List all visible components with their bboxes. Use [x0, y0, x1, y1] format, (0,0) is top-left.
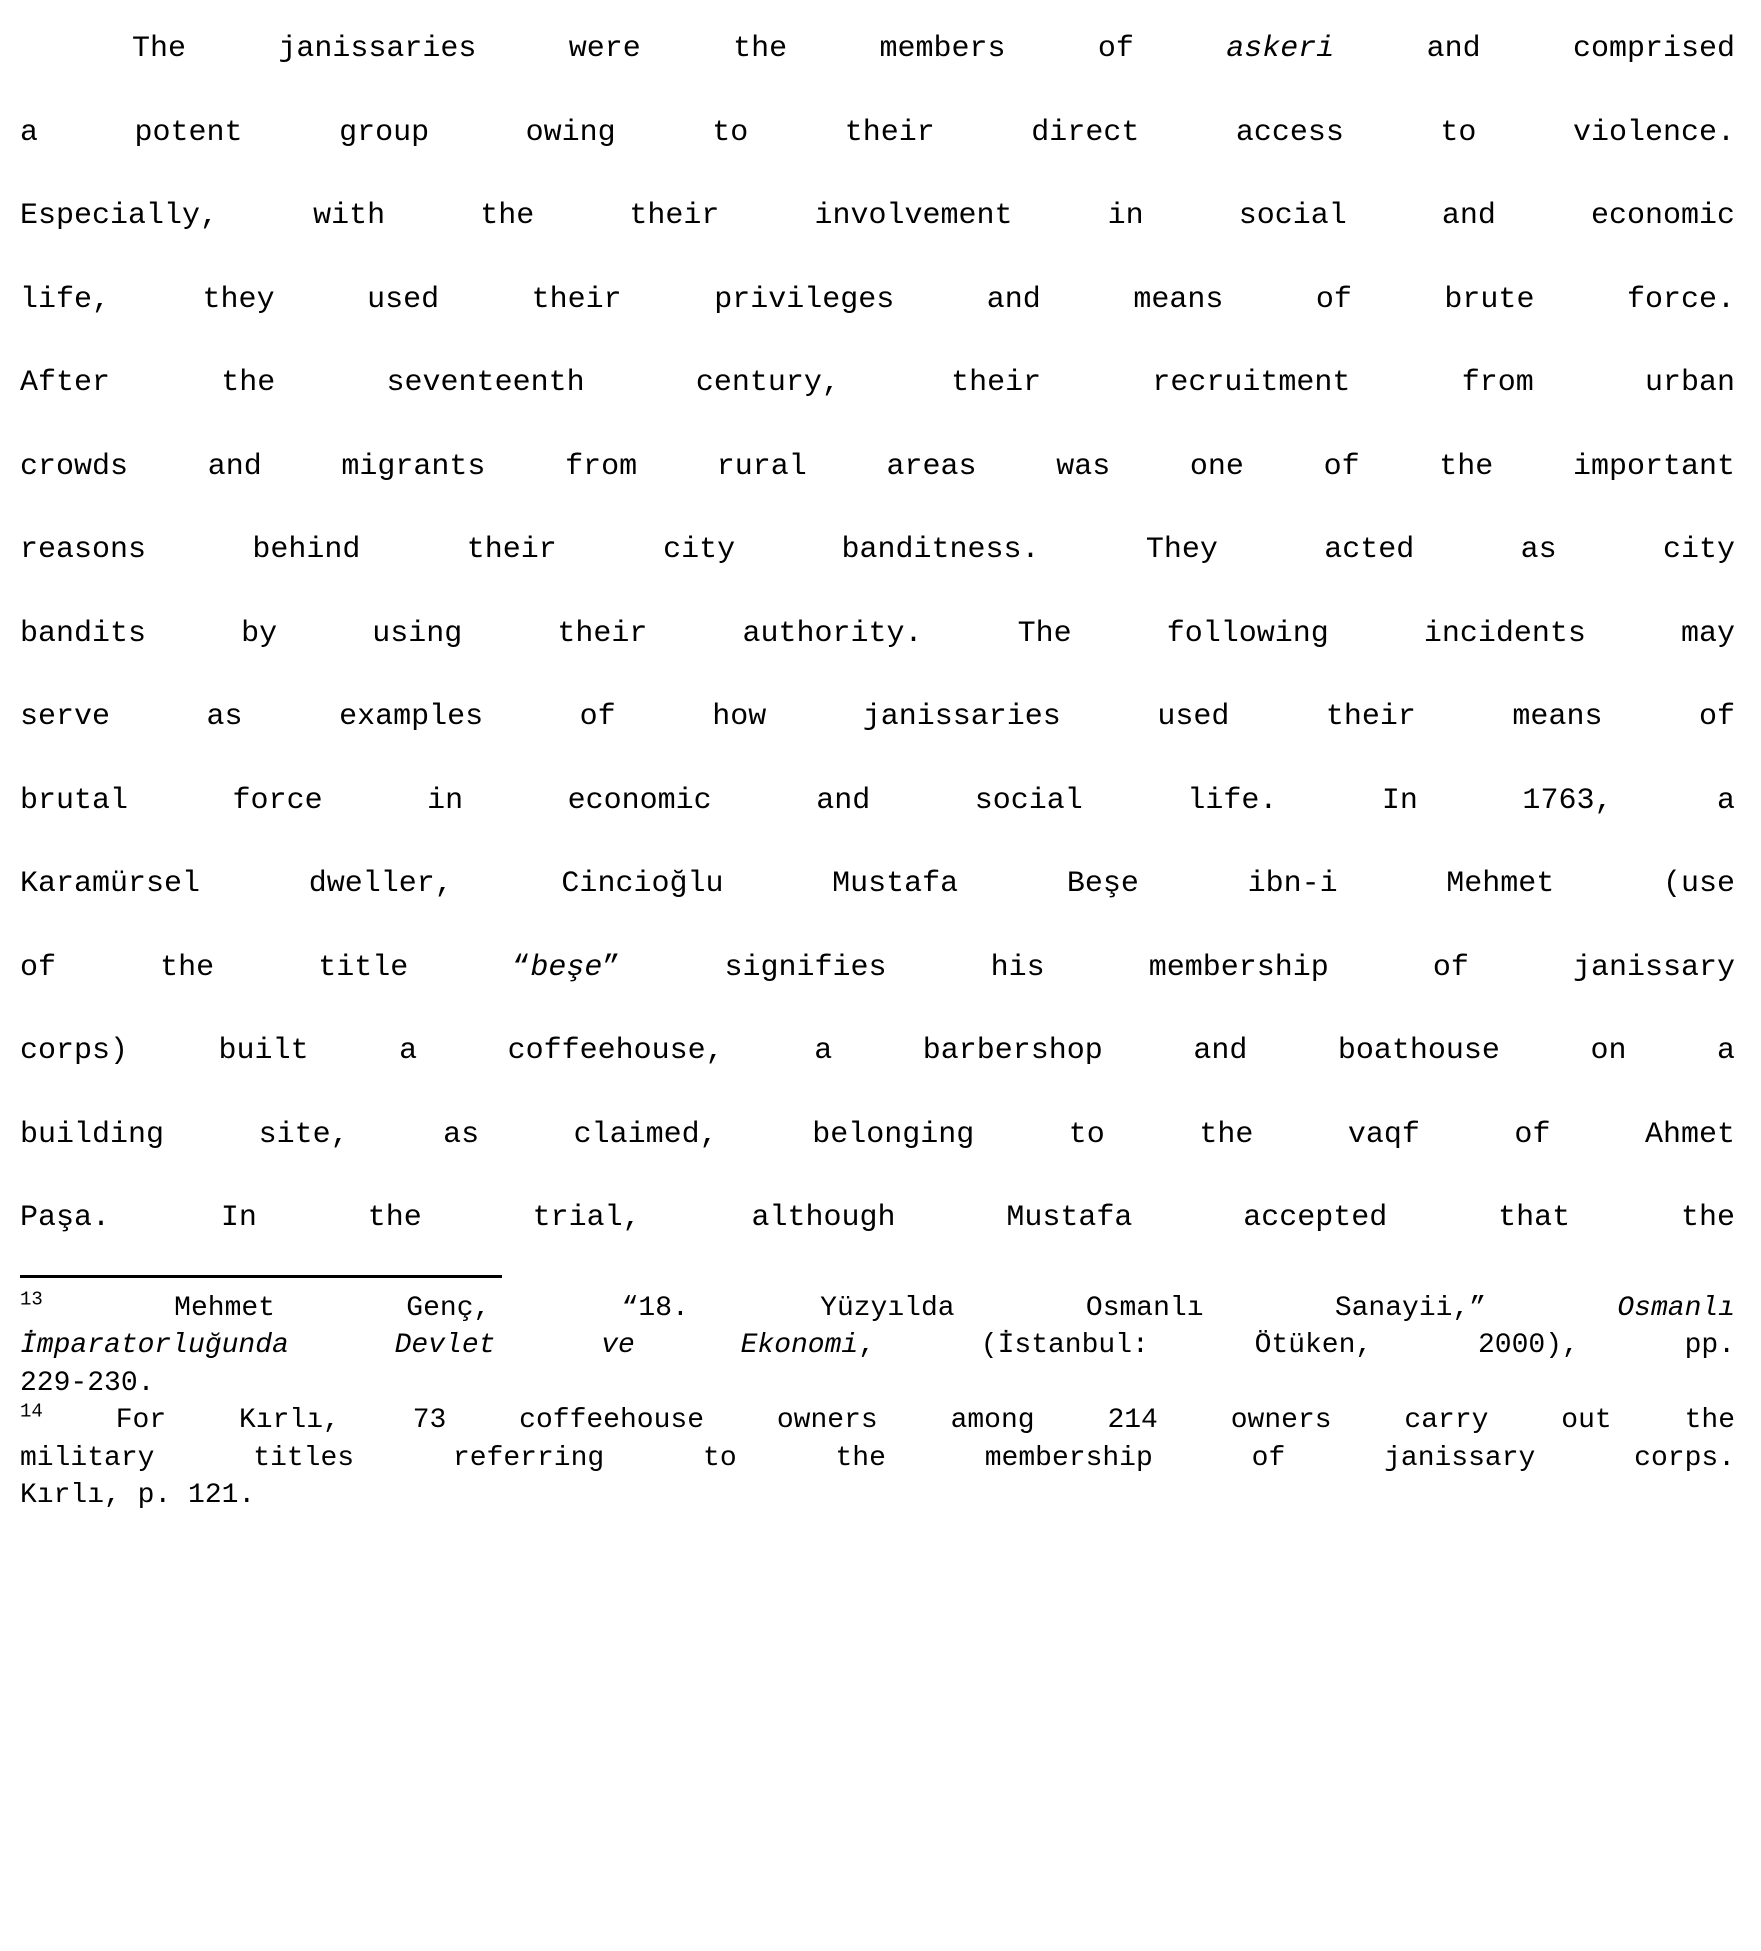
footnote-marker: 13 — [20, 1288, 43, 1311]
text-segment: serve as examples of how janissaries used their means of — [20, 700, 1735, 734]
footnote-line — [20, 1440, 1735, 1478]
text-segment: ” signifies his membership of janissary — [602, 950, 1735, 985]
text-segment: Karamürsel dweller, Cincioğlu Mustafa Beşe ibn-i Mehmet (use — [20, 867, 1735, 901]
text-segment: Mehmet Genç, “18. Yüzyılda Osmanlı Sanayii,” — [42, 1292, 1618, 1324]
body-line — [20, 1094, 1735, 1178]
body-line — [20, 342, 1735, 426]
footnote — [20, 1402, 1735, 1515]
footnote — [20, 1290, 1735, 1403]
text-segment: The janissaries were the members of — [132, 32, 1227, 66]
body-paragraph — [20, 8, 1735, 1261]
text-segment: Paşa. In the trial, although Mustafa accepted that the — [20, 1201, 1735, 1235]
footnote-line — [20, 1477, 1735, 1515]
text-segment: Especially, with the their involvement in social and economic — [20, 199, 1735, 233]
footnote-marker: 14 — [20, 1400, 43, 1423]
footnote-line — [20, 1365, 1735, 1403]
body-line — [20, 8, 1735, 92]
text-segment: military titles referring to the membership of janissary corps. — [20, 1442, 1735, 1474]
body-line — [20, 426, 1735, 510]
text-segment: building site, as claimed, belonging to the vaqf of Ahmet — [20, 1117, 1735, 1152]
body-line — [20, 509, 1735, 593]
body-line — [20, 593, 1735, 677]
body-line — [20, 760, 1735, 844]
body-line — [20, 1010, 1735, 1094]
text-segment: corps) built a coffeehouse, a barbershop and boathouse on a — [20, 1034, 1735, 1068]
text-segment: reasons behind their city banditness. They acted as city — [20, 533, 1735, 567]
footnote-line — [20, 1290, 1735, 1328]
text-segment: askeri — [1226, 32, 1335, 66]
text-segment: , (İstanbul: Ötüken, 2000), pp. — [858, 1330, 1735, 1361]
body-line — [20, 1177, 1735, 1261]
text-segment: İmparatorluğunda Devlet ve Ekonomi — [20, 1330, 859, 1361]
footnotes-section — [20, 1290, 1735, 1515]
text-segment: brutal force in economic and social life. In 1763, a — [20, 783, 1735, 818]
text-segment: Kırlı, p. 121. — [20, 1480, 256, 1511]
text-segment: bandits by using their authority. The following incidents may — [20, 616, 1735, 651]
body-line — [20, 175, 1735, 259]
text-segment: life, they used their privileges and means of brute force. — [20, 282, 1735, 317]
text-segment: a potent group owing to their direct access to violence. — [20, 115, 1735, 150]
footnote-line — [20, 1402, 1735, 1440]
body-line — [20, 676, 1735, 760]
footnote-line — [20, 1327, 1735, 1365]
body-line — [20, 843, 1735, 927]
body-line — [20, 259, 1735, 343]
text-segment: beşe — [530, 950, 603, 985]
text-segment: of the title “ — [20, 950, 531, 985]
text-segment: and comprised — [1334, 32, 1735, 66]
footnote-separator — [20, 1275, 502, 1278]
text-segment: After the seventeenth century, their recruitment from urban — [20, 366, 1735, 400]
body-line — [20, 92, 1735, 176]
text-segment: 229-230. — [20, 1367, 155, 1399]
text-segment: crowds and migrants from rural areas was one of the important — [20, 449, 1735, 484]
text-segment: For Kırlı, 73 coffeehouse owners among 214 owners carry out the — [42, 1405, 1735, 1436]
text-segment: Osmanlı — [1617, 1292, 1735, 1324]
body-line — [20, 927, 1735, 1011]
